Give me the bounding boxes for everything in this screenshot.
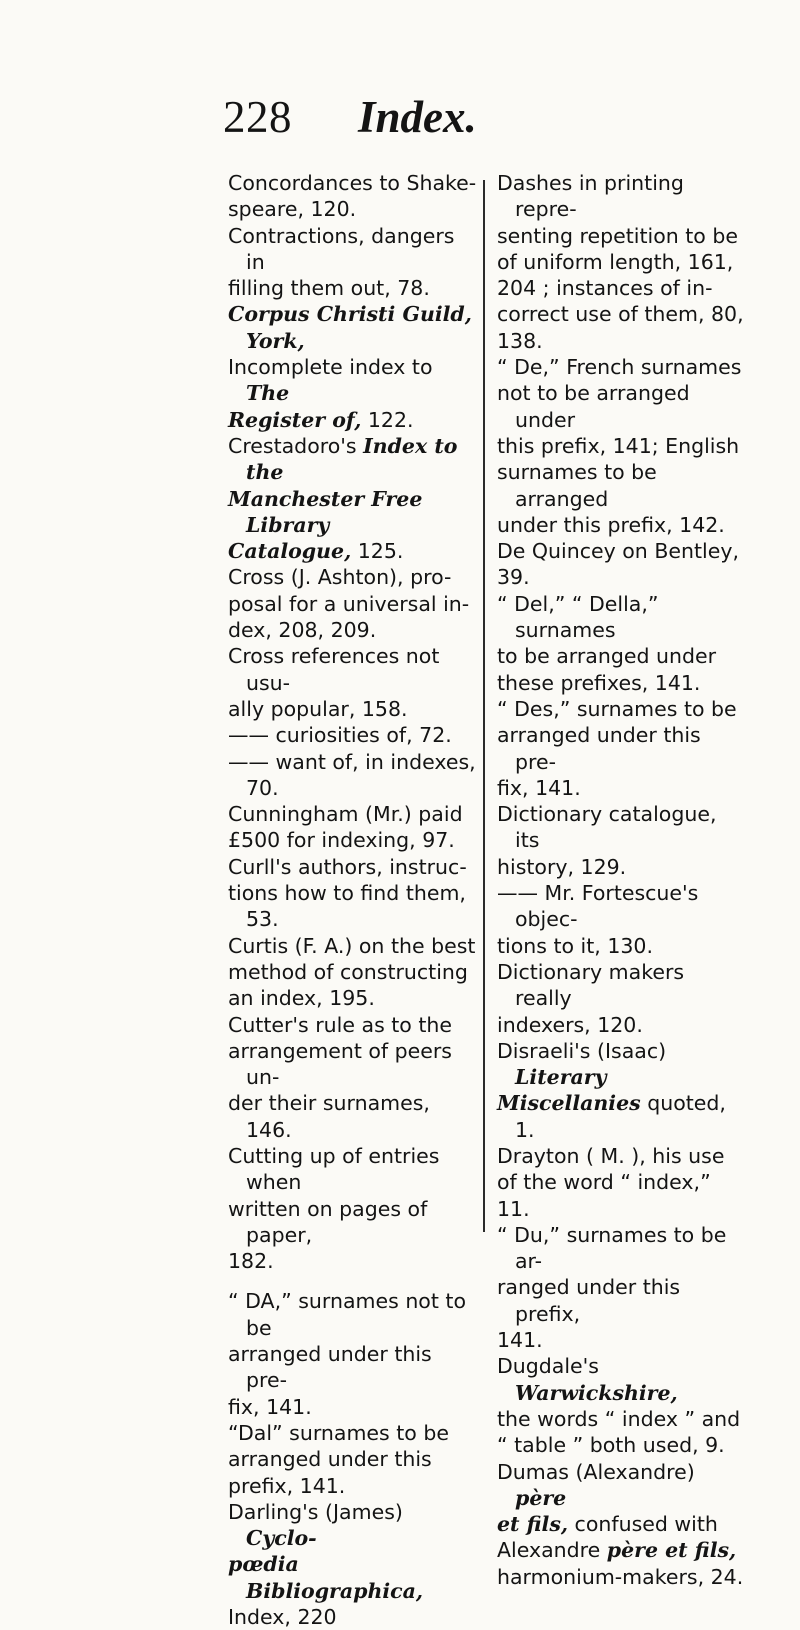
entry-line <box>228 591 478 617</box>
italic-title-text: Warwickshire, <box>515 1380 678 1405</box>
entry-text: quoted, 1. <box>515 1091 726 1142</box>
entry-text: of uniform length, 161, <box>497 249 734 274</box>
entry-text: arrangement of peers un- <box>228 1038 452 1090</box>
entry-text: Crestadoro's <box>228 433 364 458</box>
entry-text: —— want of, in indexes, 70. <box>228 749 476 800</box>
entry-text: Curll's authors, instruc- <box>228 854 467 879</box>
entry-text: an index, 195. <box>228 986 375 1011</box>
entry-text: De Quincey on Bentley, <box>497 539 739 564</box>
entry-text: £500 for indexing, 97. <box>228 828 455 853</box>
entry-text: —— Mr. Fortescue's objec- <box>497 881 699 932</box>
entry-text: surnames to be arranged <box>497 460 657 511</box>
index-entry <box>228 170 478 223</box>
index-entry <box>497 1459 747 1590</box>
index-entry <box>228 433 478 564</box>
entry-line <box>497 354 747 380</box>
italic-title-text: Corpus Christi Guild, York, <box>228 302 472 353</box>
entry-text: “ Del,” “ Della,” surnames <box>497 591 659 643</box>
entry-line <box>228 1288 478 1341</box>
entry-line <box>228 433 478 486</box>
entry-line <box>228 1143 478 1196</box>
italic-title-text: Miscellanies <box>497 1091 641 1116</box>
entry-text: written on pages of paper, <box>228 1196 428 1247</box>
entry-line <box>228 1090 478 1143</box>
italic-title-text: The <box>246 381 290 406</box>
entry-text: “ DA,” surnames not to be <box>228 1289 466 1340</box>
entry-text: speare, 120. <box>228 197 357 222</box>
entry-line <box>497 1196 747 1222</box>
entry-line <box>497 1432 747 1458</box>
index-entry <box>228 564 478 643</box>
entry-line <box>497 249 747 275</box>
entry-text: Index, 220 <box>228 1605 337 1630</box>
entry-line <box>497 1143 747 1169</box>
index-entry <box>497 696 747 801</box>
entry-line <box>228 959 478 985</box>
italic-title-text: Register of, <box>228 407 362 432</box>
entry-text: Cutter's rule as to the <box>228 1012 452 1037</box>
entry-text: of the word “ index,” <box>497 1170 711 1195</box>
italic-title-text: Manchester Free Library <box>228 486 423 537</box>
entry-text: tions how to find them, 53. <box>228 881 466 932</box>
entry-text: arranged under this pre- <box>228 1342 432 1393</box>
entry-line <box>497 275 747 301</box>
index-entry <box>497 801 747 880</box>
entry-line <box>228 1038 478 1091</box>
entry-line <box>497 380 747 433</box>
index-entry <box>228 1288 478 1419</box>
entry-line <box>497 1327 747 1353</box>
entry-line <box>497 1038 747 1091</box>
italic-title-text: Catalogue, <box>228 539 352 564</box>
entry-line <box>228 985 478 1011</box>
entry-line <box>497 1459 747 1512</box>
entry-text: harmonium-makers, 24. <box>497 1564 744 1589</box>
entry-line <box>497 433 747 459</box>
entry-line <box>497 1274 747 1327</box>
entry-line <box>497 1012 747 1038</box>
entry-text: this prefix, 141; English <box>497 433 740 458</box>
entry-text: posal for a universal in- <box>228 591 470 616</box>
index-entry <box>497 959 747 1038</box>
entry-line <box>497 1090 747 1143</box>
entry-line <box>228 827 478 853</box>
entry-line <box>497 1511 747 1537</box>
entry-text: Alexandre <box>497 1538 607 1563</box>
entry-text: arranged under this pre- <box>497 723 701 774</box>
italic-title-text: père et fils, <box>606 1538 737 1563</box>
entry-line <box>228 170 478 196</box>
index-entry <box>228 854 478 933</box>
entry-line <box>497 1353 747 1406</box>
entry-text: to be arranged under <box>497 644 717 669</box>
entry-text: Darling's (James) <box>228 1499 403 1524</box>
index-entry <box>228 643 478 722</box>
entry-line <box>497 696 747 722</box>
entry-text: Curtis (F. A.) on the best <box>228 933 476 958</box>
entry-line <box>228 1420 478 1446</box>
entry-line <box>497 512 747 538</box>
entry-text: ally popular, 158. <box>228 696 408 721</box>
entry-text: indexers, 120. <box>497 1012 643 1037</box>
italic-title-text: Literary <box>515 1065 607 1090</box>
entry-text: filling them out, 78. <box>228 276 430 301</box>
entry-text: der their surnames, 146. <box>228 1091 430 1142</box>
entry-line <box>228 1341 478 1394</box>
entry-line <box>497 1169 747 1195</box>
entry-text: under this prefix, 142. <box>497 512 725 537</box>
italic-title-text: pœdia Bibliographica, <box>228 1552 424 1603</box>
entry-line <box>497 1564 747 1590</box>
entry-text: Disraeli's (Isaac) <box>497 1038 667 1063</box>
index-entry <box>228 1420 478 1499</box>
entry-text: 138. <box>497 328 543 353</box>
entry-text: “ table ” both used, 9. <box>497 1433 725 1458</box>
entry-text: fix, 141. <box>497 775 581 800</box>
index-entry <box>228 801 478 854</box>
entry-text: “ Des,” surnames to be <box>497 696 737 721</box>
entry-line <box>228 407 478 433</box>
index-entry <box>228 1499 478 1630</box>
entry-line <box>228 880 478 933</box>
entry-text: correct use of them, 80, <box>497 302 744 327</box>
entry-line <box>228 696 478 722</box>
entry-text: Incomplete index to <box>228 355 433 380</box>
column-divider <box>483 180 485 1232</box>
entry-line <box>228 1551 478 1604</box>
entry-text: 39. <box>497 565 530 590</box>
entry-line <box>497 643 747 669</box>
entry-text: method of constructing <box>228 959 468 984</box>
index-entry <box>497 538 747 591</box>
entry-line <box>497 459 747 512</box>
entry-text: Concordances to Shake- <box>228 171 477 195</box>
index-entry <box>228 722 478 748</box>
italic-title-text: et fils, <box>497 1512 569 1537</box>
entry-line <box>497 301 747 327</box>
entry-text: Cunningham (Mr.) paid <box>228 802 463 827</box>
entry-line <box>228 223 478 276</box>
index-entry <box>497 1222 747 1353</box>
index-entry <box>497 591 747 696</box>
entry-text: Dictionary makers really <box>497 959 685 1011</box>
entry-text: 204 ; instances of in- <box>497 276 713 301</box>
entry-text: “ De,” French surnames <box>497 355 742 380</box>
index-entry <box>228 749 478 802</box>
entry-text: Cross references not usu- <box>228 644 440 695</box>
italic-title-text: Cyclo- <box>246 1526 317 1551</box>
italic-title-text: père <box>515 1485 567 1510</box>
index-entry <box>497 880 747 959</box>
entry-text: dex, 208, 209. <box>228 618 377 643</box>
entry-text: “ Du,” surnames to be ar- <box>497 1222 727 1274</box>
entry-text: Cutting up of entries when <box>228 1143 440 1195</box>
running-title: Index. <box>358 92 477 142</box>
entry-line <box>228 275 478 301</box>
entry-text: 182. <box>228 1249 274 1274</box>
entry-line <box>228 301 478 354</box>
entry-text: 125. <box>351 539 404 564</box>
index-entry <box>228 1143 478 1274</box>
entry-line <box>497 959 747 1012</box>
entry-text: 141. <box>497 1328 543 1353</box>
entry-line <box>228 1499 478 1552</box>
entry-line <box>228 538 478 564</box>
entry-text: history, 129. <box>497 854 627 879</box>
entry-text: not to be arranged under <box>497 381 690 432</box>
entry-line <box>497 880 747 933</box>
entry-text: fix, 141. <box>228 1394 312 1419</box>
entry-text: the words “ index ” and <box>497 1406 741 1431</box>
entry-line <box>497 854 747 880</box>
entry-line <box>228 1604 478 1630</box>
entry-line <box>228 1196 478 1249</box>
entry-text: arranged under this <box>228 1447 432 1472</box>
entry-line <box>228 196 478 222</box>
entry-line <box>497 775 747 801</box>
italic-title-text: Index to the <box>246 433 458 485</box>
entry-line <box>497 328 747 354</box>
entry-text: tions to it, 130. <box>497 933 653 958</box>
page-number: 228 <box>223 92 292 142</box>
entry-line <box>497 670 747 696</box>
entry-line <box>497 933 747 959</box>
entry-line <box>228 1248 478 1274</box>
entry-line <box>497 564 747 590</box>
entry-line <box>228 1012 478 1038</box>
entry-text: confused with <box>568 1512 718 1537</box>
index-entry <box>497 1143 747 1222</box>
entry-line <box>228 617 478 643</box>
entry-text: Dashes in printing repre- <box>497 171 684 222</box>
entry-line <box>228 801 478 827</box>
entry-line <box>497 1537 747 1563</box>
index-column-left <box>228 170 478 1630</box>
entry-line <box>497 1222 747 1275</box>
entry-line <box>497 538 747 564</box>
index-entry <box>228 933 478 1012</box>
entry-text: Contractions, dangers in <box>228 223 455 274</box>
entry-text: Dictionary catalogue, its <box>497 802 717 853</box>
entry-line <box>228 354 478 407</box>
entry-text: Dugdale's <box>497 1354 599 1379</box>
entry-line <box>228 643 478 696</box>
entry-line <box>497 801 747 854</box>
entry-text: “Dal” surnames to be <box>228 1420 449 1445</box>
entry-line <box>497 170 747 223</box>
entry-text: these prefixes, 141. <box>497 670 701 695</box>
index-column-right <box>497 170 747 1590</box>
index-entry <box>228 301 478 432</box>
index-entry <box>228 223 478 302</box>
entry-line <box>228 1394 478 1420</box>
entry-line <box>497 722 747 775</box>
entry-line <box>228 933 478 959</box>
entry-line <box>497 1406 747 1432</box>
index-entry <box>228 1012 478 1143</box>
entry-text: Drayton ( M. ), his use <box>497 1143 725 1168</box>
entry-line <box>228 1473 478 1499</box>
entry-line <box>228 749 478 802</box>
index-entry <box>497 170 747 354</box>
entry-line <box>497 591 747 644</box>
entry-text: Cross (J. Ashton), pro- <box>228 565 452 590</box>
entry-text: —— curiosities of, 72. <box>228 723 452 748</box>
page-header <box>0 92 800 152</box>
index-entry <box>497 1353 747 1458</box>
entry-line <box>497 223 747 249</box>
entry-text: senting repetition to be <box>497 223 738 248</box>
entry-line <box>228 854 478 880</box>
entry-line <box>228 722 478 748</box>
entry-text: Dumas (Alexandre) <box>497 1459 695 1484</box>
entry-text: 11. <box>497 1196 530 1221</box>
entry-text: ranged under this prefix, <box>497 1275 681 1326</box>
index-entry <box>497 354 747 538</box>
entry-line <box>228 1446 478 1472</box>
entry-line <box>228 564 478 590</box>
entry-text: 122. <box>361 407 414 432</box>
entry-text: prefix, 141. <box>228 1473 346 1498</box>
index-entry <box>497 1038 747 1143</box>
entry-line <box>228 486 478 539</box>
